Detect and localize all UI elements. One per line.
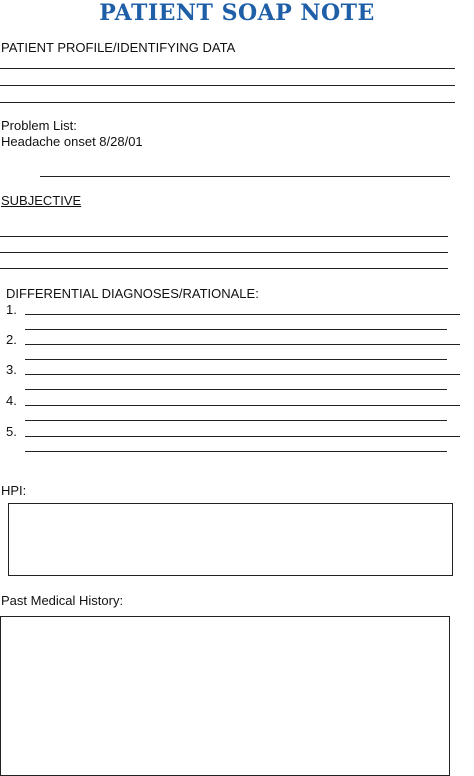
pmh-box[interactable] [0,616,450,776]
differential-number-2: 2. [6,332,17,347]
subjective-line-3[interactable] [0,268,448,269]
differential-line-5b[interactable] [25,451,447,452]
profile-line-3[interactable] [0,102,455,103]
differential-line-3a[interactable] [25,374,460,375]
differential-line-2a[interactable] [25,344,460,345]
page-title: PATIENT SOAP NOTE [99,0,375,26]
subjective-line-2[interactable] [0,252,448,253]
problem-list-label: Problem List: [1,118,77,133]
subjective-line-1[interactable] [0,236,448,237]
differential-heading: DIFFERENTIAL DIAGNOSES/RATIONALE: [6,286,259,301]
profile-heading: PATIENT PROFILE/IDENTIFYING DATA [1,40,236,55]
profile-line-1[interactable] [0,68,455,69]
differential-line-4a[interactable] [25,405,460,406]
subjective-heading: SUBJECTIVE [1,193,82,208]
differential-number-5: 5. [6,424,17,439]
differential-line-3b[interactable] [25,389,447,390]
hpi-label: HPI: [1,483,27,498]
differential-line-4b[interactable] [25,420,447,421]
differential-line-1a[interactable] [25,314,460,315]
problem-line[interactable] [40,176,450,177]
profile-line-2[interactable] [0,85,455,86]
hpi-box[interactable] [8,503,453,576]
differential-line-1b[interactable] [25,329,447,330]
pmh-label: Past Medical History: [1,593,124,608]
differential-line-5a[interactable] [25,436,460,437]
differential-number-3: 3. [6,362,17,377]
differential-number-1: 1. [6,302,17,317]
problem-entry: Headache onset 8/28/01 [1,134,143,149]
differential-number-4: 4. [6,393,17,408]
differential-line-2b[interactable] [25,359,447,360]
